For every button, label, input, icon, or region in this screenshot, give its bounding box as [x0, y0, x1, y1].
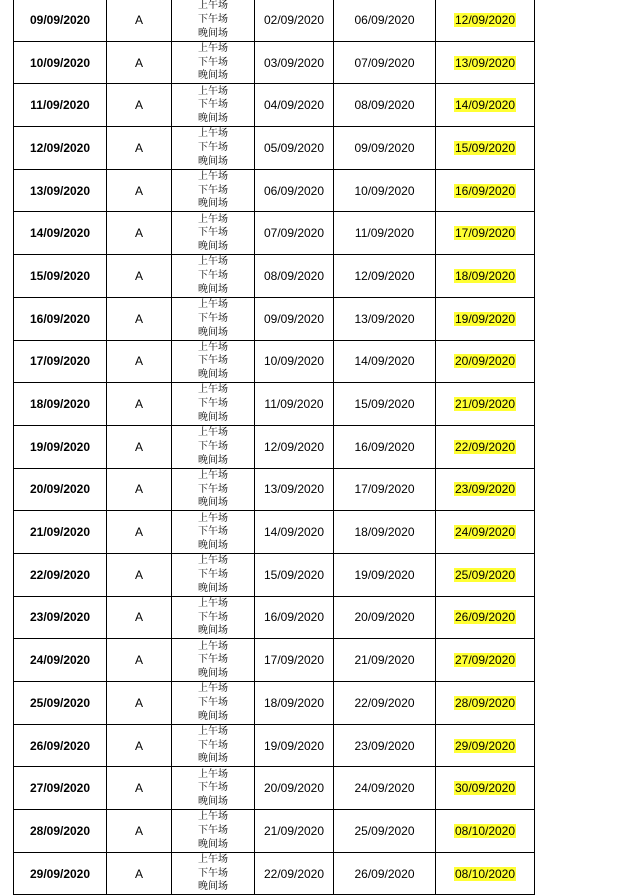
open-date-cell: 17/09/2020 [255, 639, 334, 682]
close-date-cell: 23/09/2020 [334, 724, 436, 767]
type-cell: A [107, 84, 172, 127]
sessions-cell [172, 682, 255, 725]
highlighted-date: 12/09/2020 [454, 12, 516, 27]
draw-date-cell [436, 84, 535, 127]
open-date-cell: 04/09/2020 [255, 84, 334, 127]
open-date-cell: 21/09/2020 [255, 810, 334, 853]
open-date-cell: 09/09/2020 [255, 297, 334, 340]
schedule-table [13, 0, 535, 895]
date-cell: 28/09/2020 [14, 810, 107, 853]
date-cell: 29/09/2020 [14, 852, 107, 895]
draw-date-cell [436, 212, 535, 255]
table-row [14, 724, 535, 767]
highlighted-date: 30/09/2020 [454, 781, 516, 796]
session-afternoon: 下午场 [198, 440, 228, 452]
session-morning: 上午场 [198, 512, 228, 524]
draw-date-cell [436, 682, 535, 725]
draw-date-cell [436, 340, 535, 383]
open-date-cell: 20/09/2020 [255, 767, 334, 810]
open-date-cell: 22/09/2020 [255, 852, 334, 895]
date-cell: 09/09/2020 [14, 0, 107, 41]
open-date-cell: 14/09/2020 [255, 511, 334, 554]
type-cell: A [107, 297, 172, 340]
close-date-cell: 08/09/2020 [334, 84, 436, 127]
type-cell: A [107, 41, 172, 84]
draw-date-cell [436, 511, 535, 554]
session-evening: 晚间场 [198, 113, 228, 125]
open-date-cell: 05/09/2020 [255, 127, 334, 170]
open-date-cell: 06/09/2020 [255, 169, 334, 212]
session-evening: 晚间场 [198, 198, 228, 210]
session-afternoon: 下午场 [198, 825, 228, 837]
date-cell: 24/09/2020 [14, 639, 107, 682]
session-evening: 晚间场 [198, 241, 228, 253]
open-date-cell: 18/09/2020 [255, 682, 334, 725]
session-afternoon: 下午场 [198, 611, 228, 623]
draw-date-cell [436, 852, 535, 895]
session-evening: 晚间场 [198, 454, 228, 466]
date-cell: 12/09/2020 [14, 127, 107, 170]
session-afternoon: 下午场 [198, 56, 228, 68]
highlighted-date: 18/09/2020 [454, 268, 516, 283]
table-row [14, 169, 535, 212]
close-date-cell: 26/09/2020 [334, 852, 436, 895]
type-cell: A [107, 724, 172, 767]
highlighted-date: 16/09/2020 [454, 183, 516, 198]
close-date-cell: 13/09/2020 [334, 297, 436, 340]
open-date-cell: 11/09/2020 [255, 383, 334, 426]
date-cell: 25/09/2020 [14, 682, 107, 725]
sessions-cell [172, 596, 255, 639]
table-row [14, 767, 535, 810]
date-cell: 20/09/2020 [14, 468, 107, 511]
type-cell: A [107, 212, 172, 255]
table-row [14, 0, 535, 41]
session-evening: 晚间场 [198, 582, 228, 594]
sessions-cell [172, 852, 255, 895]
type-cell: A [107, 169, 172, 212]
sessions-cell [172, 255, 255, 298]
table-row [14, 596, 535, 639]
session-afternoon: 下午场 [198, 654, 228, 666]
close-date-cell: 17/09/2020 [334, 468, 436, 511]
table-row [14, 852, 535, 895]
close-date-cell: 11/09/2020 [334, 212, 436, 255]
draw-date-cell [436, 255, 535, 298]
session-afternoon: 下午场 [198, 568, 228, 580]
highlighted-date: 27/09/2020 [454, 653, 516, 668]
sessions-cell [172, 553, 255, 596]
draw-date-cell [436, 169, 535, 212]
type-cell: A [107, 511, 172, 554]
session-afternoon: 下午场 [198, 13, 228, 25]
close-date-cell: 06/09/2020 [334, 0, 436, 41]
date-cell: 14/09/2020 [14, 212, 107, 255]
session-evening: 晚间场 [198, 70, 228, 82]
session-evening: 晚间场 [198, 369, 228, 381]
date-cell: 26/09/2020 [14, 724, 107, 767]
highlighted-date: 21/09/2020 [454, 397, 516, 412]
session-evening: 晚间场 [198, 326, 228, 338]
close-date-cell: 22/09/2020 [334, 682, 436, 725]
close-date-cell: 07/09/2020 [334, 41, 436, 84]
session-afternoon: 下午场 [198, 142, 228, 154]
table-row [14, 468, 535, 511]
highlighted-date: 23/09/2020 [454, 482, 516, 497]
draw-date-cell [436, 639, 535, 682]
type-cell: A [107, 810, 172, 853]
sessions-cell [172, 0, 255, 41]
session-evening: 晚间场 [198, 411, 228, 423]
draw-date-cell [436, 383, 535, 426]
date-cell: 17/09/2020 [14, 340, 107, 383]
open-date-cell: 10/09/2020 [255, 340, 334, 383]
close-date-cell: 15/09/2020 [334, 383, 436, 426]
highlighted-date: 22/09/2020 [454, 439, 516, 454]
schedule-table-body [14, 0, 535, 895]
table-row [14, 127, 535, 170]
table-row [14, 639, 535, 682]
session-morning: 上午场 [198, 256, 228, 268]
close-date-cell: 14/09/2020 [334, 340, 436, 383]
session-afternoon: 下午场 [198, 99, 228, 111]
sessions-cell [172, 468, 255, 511]
table-row [14, 810, 535, 853]
sessions-cell [172, 340, 255, 383]
session-morning: 上午场 [198, 427, 228, 439]
close-date-cell: 12/09/2020 [334, 255, 436, 298]
table-row [14, 340, 535, 383]
session-afternoon: 下午场 [198, 184, 228, 196]
session-morning: 上午场 [198, 725, 228, 737]
date-cell: 16/09/2020 [14, 297, 107, 340]
session-morning: 上午场 [198, 299, 228, 311]
session-afternoon: 下午场 [198, 526, 228, 538]
type-cell: A [107, 682, 172, 725]
session-evening: 晚间场 [198, 283, 228, 295]
table-row [14, 682, 535, 725]
open-date-cell: 08/09/2020 [255, 255, 334, 298]
session-morning: 上午场 [198, 854, 228, 866]
session-morning: 上午场 [198, 213, 228, 225]
type-cell: A [107, 852, 172, 895]
close-date-cell: 18/09/2020 [334, 511, 436, 554]
session-morning: 上午场 [198, 555, 228, 567]
session-morning: 上午场 [198, 640, 228, 652]
highlighted-date: 20/09/2020 [454, 354, 516, 369]
table-row [14, 553, 535, 596]
draw-date-cell [436, 810, 535, 853]
highlighted-date: 15/09/2020 [454, 140, 516, 155]
draw-date-cell [436, 596, 535, 639]
type-cell: A [107, 553, 172, 596]
close-date-cell: 19/09/2020 [334, 553, 436, 596]
session-evening: 晚间场 [198, 753, 228, 765]
type-cell: A [107, 383, 172, 426]
open-date-cell: 07/09/2020 [255, 212, 334, 255]
sessions-cell [172, 84, 255, 127]
session-afternoon: 下午场 [198, 398, 228, 410]
sessions-cell [172, 41, 255, 84]
session-morning: 上午场 [198, 171, 228, 183]
sessions-cell [172, 212, 255, 255]
close-date-cell: 16/09/2020 [334, 425, 436, 468]
draw-date-cell [436, 425, 535, 468]
table-row [14, 383, 535, 426]
session-evening: 晚间场 [198, 497, 228, 509]
session-evening: 晚间场 [198, 539, 228, 551]
date-cell: 19/09/2020 [14, 425, 107, 468]
session-morning: 上午场 [198, 384, 228, 396]
sessions-cell [172, 383, 255, 426]
session-evening: 晚间场 [198, 155, 228, 167]
highlighted-date: 26/09/2020 [454, 610, 516, 625]
highlighted-date: 14/09/2020 [454, 98, 516, 113]
session-morning: 上午场 [198, 128, 228, 140]
session-evening: 晚间场 [198, 796, 228, 808]
table-row [14, 511, 535, 554]
sessions-cell [172, 767, 255, 810]
session-evening: 晚间场 [198, 668, 228, 679]
type-cell: A [107, 425, 172, 468]
type-cell: A [107, 639, 172, 682]
session-morning: 上午场 [198, 341, 228, 353]
session-afternoon: 下午场 [198, 483, 228, 495]
sessions-cell [172, 297, 255, 340]
session-afternoon: 下午场 [198, 696, 228, 708]
open-date-cell: 02/09/2020 [255, 0, 334, 41]
highlighted-date: 17/09/2020 [454, 226, 516, 241]
sessions-cell [172, 511, 255, 554]
session-afternoon: 下午场 [198, 227, 228, 239]
session-morning: 上午场 [198, 42, 228, 54]
date-cell: 27/09/2020 [14, 767, 107, 810]
session-evening: 晚间场 [198, 881, 228, 893]
draw-date-cell [436, 0, 535, 41]
highlighted-date: 25/09/2020 [454, 567, 516, 582]
draw-date-cell [436, 767, 535, 810]
session-afternoon: 下午场 [198, 355, 228, 367]
table-row [14, 297, 535, 340]
date-cell: 22/09/2020 [14, 553, 107, 596]
close-date-cell: 10/09/2020 [334, 169, 436, 212]
type-cell: A [107, 255, 172, 298]
session-morning: 上午场 [198, 0, 228, 12]
sessions-cell [172, 127, 255, 170]
highlighted-date: 08/10/2020 [454, 866, 516, 881]
highlighted-date: 28/09/2020 [454, 695, 516, 710]
open-date-cell: 03/09/2020 [255, 41, 334, 84]
sessions-cell [172, 810, 255, 853]
type-cell: A [107, 127, 172, 170]
highlighted-date: 19/09/2020 [454, 311, 516, 326]
date-cell: 15/09/2020 [14, 255, 107, 298]
session-evening: 晚间场 [198, 625, 228, 637]
session-morning: 上午场 [198, 768, 228, 780]
date-cell: 21/09/2020 [14, 511, 107, 554]
sessions-cell [172, 169, 255, 212]
session-afternoon: 下午场 [198, 312, 228, 324]
open-date-cell: 15/09/2020 [255, 553, 334, 596]
session-afternoon: 下午场 [198, 270, 228, 282]
type-cell: A [107, 767, 172, 810]
draw-date-cell [436, 127, 535, 170]
date-cell: 10/09/2020 [14, 41, 107, 84]
sessions-cell [172, 639, 255, 682]
table-row [14, 84, 535, 127]
close-date-cell: 21/09/2020 [334, 639, 436, 682]
draw-date-cell [436, 297, 535, 340]
highlighted-date: 08/10/2020 [454, 823, 516, 838]
session-afternoon: 下午场 [198, 739, 228, 751]
close-date-cell: 09/09/2020 [334, 127, 436, 170]
open-date-cell: 13/09/2020 [255, 468, 334, 511]
open-date-cell: 12/09/2020 [255, 425, 334, 468]
highlighted-date: 29/09/2020 [454, 738, 516, 753]
open-date-cell: 16/09/2020 [255, 596, 334, 639]
table-row [14, 41, 535, 84]
draw-date-cell [436, 724, 535, 767]
date-cell: 23/09/2020 [14, 596, 107, 639]
type-cell: A [107, 596, 172, 639]
session-morning: 上午场 [198, 597, 228, 609]
close-date-cell: 20/09/2020 [334, 596, 436, 639]
type-cell: A [107, 340, 172, 383]
session-afternoon: 下午场 [198, 782, 228, 794]
session-afternoon: 下午场 [198, 867, 228, 879]
table-row [14, 212, 535, 255]
sessions-cell [172, 425, 255, 468]
sessions-cell [172, 724, 255, 767]
close-date-cell: 25/09/2020 [334, 810, 436, 853]
session-morning: 上午场 [198, 85, 228, 97]
draw-date-cell [436, 41, 535, 84]
date-cell: 13/09/2020 [14, 169, 107, 212]
table-row [14, 255, 535, 298]
date-cell: 11/09/2020 [14, 84, 107, 127]
session-morning: 上午场 [198, 683, 228, 695]
draw-date-cell [436, 468, 535, 511]
table-row [14, 425, 535, 468]
session-evening: 晚间场 [198, 838, 228, 850]
open-date-cell: 19/09/2020 [255, 724, 334, 767]
type-cell: A [107, 468, 172, 511]
date-cell: 18/09/2020 [14, 383, 107, 426]
session-morning: 上午场 [198, 469, 228, 481]
type-cell: A [107, 0, 172, 41]
highlighted-date: 13/09/2020 [454, 55, 516, 70]
highlighted-date: 24/09/2020 [454, 525, 516, 540]
session-morning: 上午场 [198, 811, 228, 823]
session-evening: 晚间场 [198, 27, 228, 39]
draw-date-cell [436, 553, 535, 596]
session-evening: 晚间场 [198, 710, 228, 722]
close-date-cell: 24/09/2020 [334, 767, 436, 810]
